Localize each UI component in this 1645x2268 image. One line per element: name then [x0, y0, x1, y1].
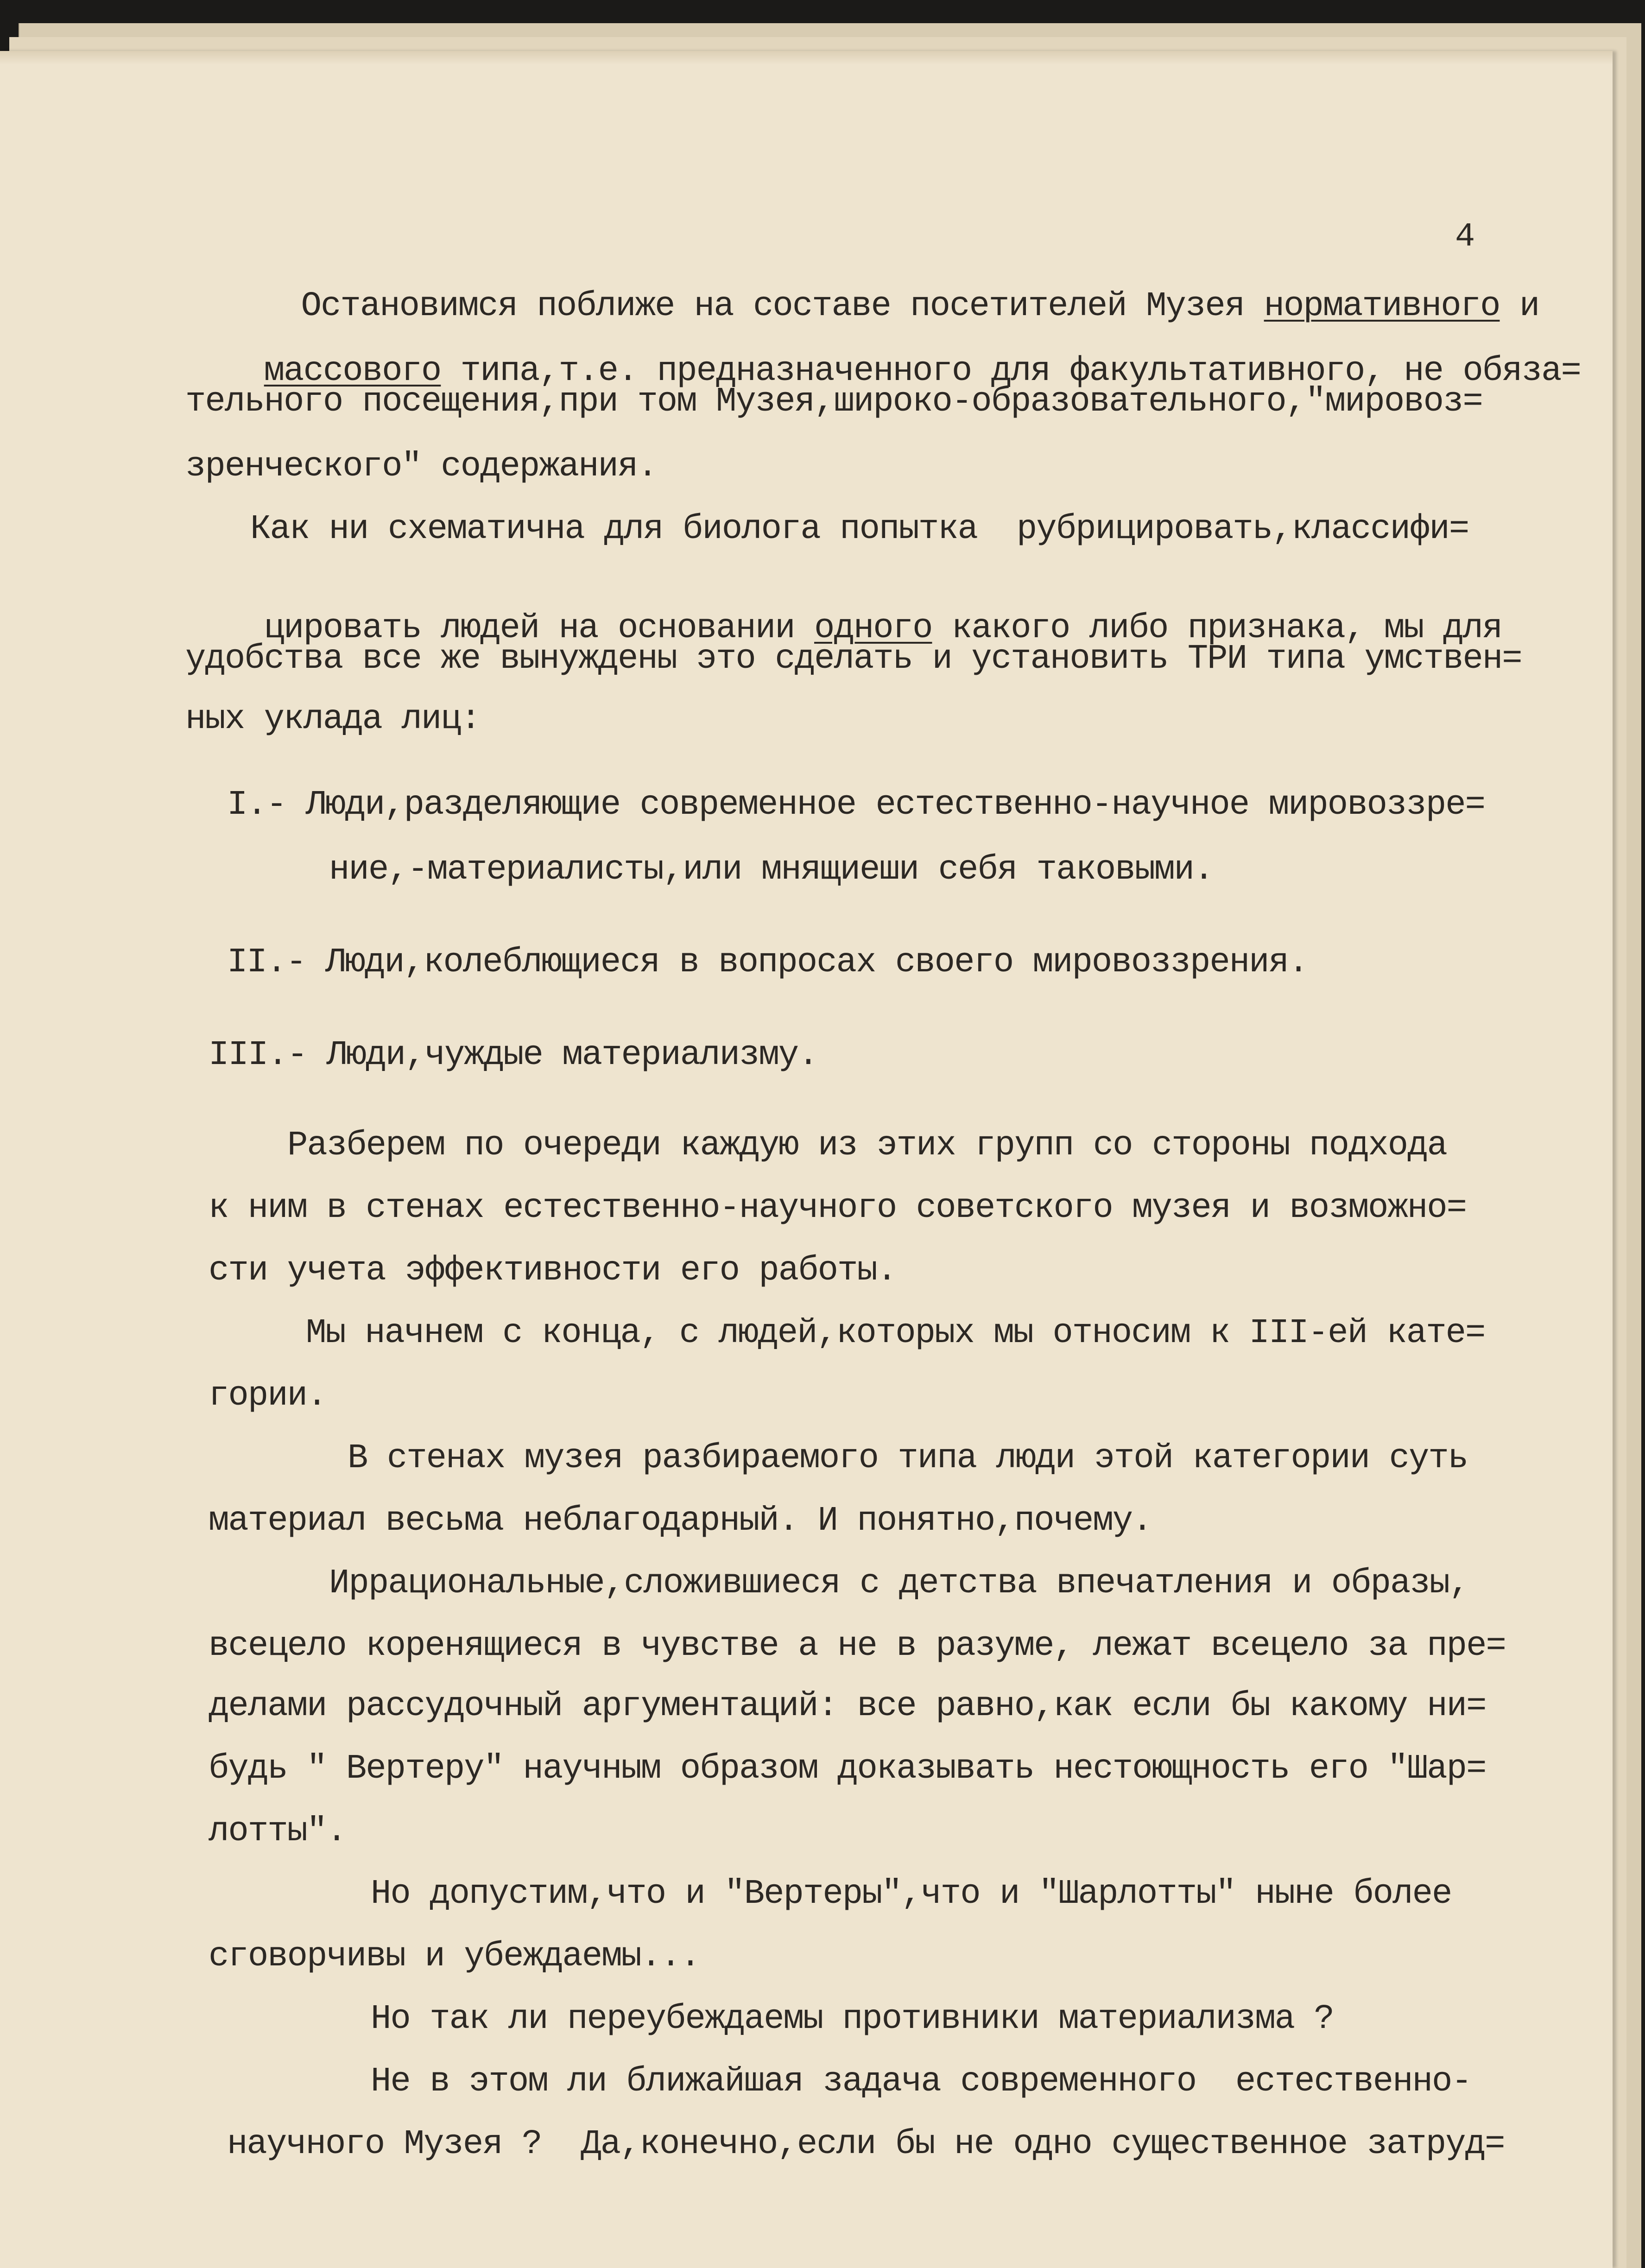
text-segment: цировать людей на основании: [264, 609, 815, 648]
text-line: удобства все же вынуждены это сделать и установить ТРИ типа умствен=: [185, 640, 1522, 678]
text-line: будь " Вертеру" научным образом доказывать нестоющность его "Шар=: [209, 1749, 1486, 1788]
page-number: 4: [1455, 218, 1475, 256]
text-line: делами рассудочный аргументаций: все равно,как если бы какому ни=: [209, 1687, 1486, 1726]
text-line: В стенах музея разбираемого типа люди этой категории суть: [348, 1439, 1468, 1478]
text-line: Но так ли переубеждаемы противники материализма ?: [371, 2000, 1334, 2039]
list-item: III.- Люди,чуждые материализму.: [209, 1036, 818, 1075]
text-line: Разберем по очереди каждую из этих групп со стороны подхода: [287, 1126, 1447, 1165]
text-line: тельного посещения,при том Музея,широко-образовательного,"мировоз=: [185, 382, 1482, 421]
text-line: материал весьма неблагодарный. И понятно,почему.: [209, 1501, 1152, 1540]
text-segment: Остановимся поближе на составе посетителей Музея: [301, 287, 1264, 326]
text-line: Не в этом ли ближайшая задача современного естественно-: [371, 2062, 1471, 2101]
text-line: зренческого" содержания.: [185, 447, 657, 486]
text-line: всецело коренящиеся в чувстве а не в разуме, лежат всецело за пре=: [209, 1627, 1506, 1666]
text-segment: типа,т.е. предназначенного для факультативного, не обяза=: [441, 352, 1581, 391]
text-line: сти учета эффективности его работы.: [209, 1251, 897, 1290]
text-line: лотты".: [209, 1812, 346, 1851]
list-item: I.- Люди,разделяющие современное естественно-научное мировоззре=: [227, 786, 1485, 824]
underlined-word: одного: [814, 609, 932, 648]
text-line: Иррациональные,сложившиеся с детства впечатления и образы,: [329, 1564, 1469, 1603]
list-item-continuation: ние,-материалисты,или мнящиеши себя таковыми.: [329, 850, 1214, 889]
text-segment: и: [1499, 287, 1539, 326]
page-edge: [0, 51, 1613, 65]
text-line: сговорчивы и убеждаемы...: [209, 1937, 700, 1976]
text-line: Но допустим,что и "Вертеры",что и "Шарлотты" ныне более: [371, 1875, 1452, 1913]
underlined-word: массового: [264, 352, 441, 391]
text-line: Мы начнем с конца, с людей,которых мы относим к III-ей кате=: [306, 1314, 1485, 1353]
underlined-word: нормативного: [1264, 287, 1500, 326]
text-line: научного Музея ? Да,конечно,если бы не одно существенное затруд=: [227, 2125, 1505, 2164]
text-segment: какого либо признака, мы для: [932, 609, 1502, 648]
list-item: II.- Люди,колеблющиеся в вопросах своего мировоззрения.: [227, 943, 1308, 982]
text-line: ных уклада лиц:: [185, 700, 481, 739]
text-line: к ним в стенах естественно-научного советского музея и возможно=: [209, 1189, 1467, 1228]
text-line: Как ни схематична для биолога попытка рубрицировать,классифи=: [250, 510, 1469, 549]
text-line: гории.: [209, 1376, 327, 1415]
